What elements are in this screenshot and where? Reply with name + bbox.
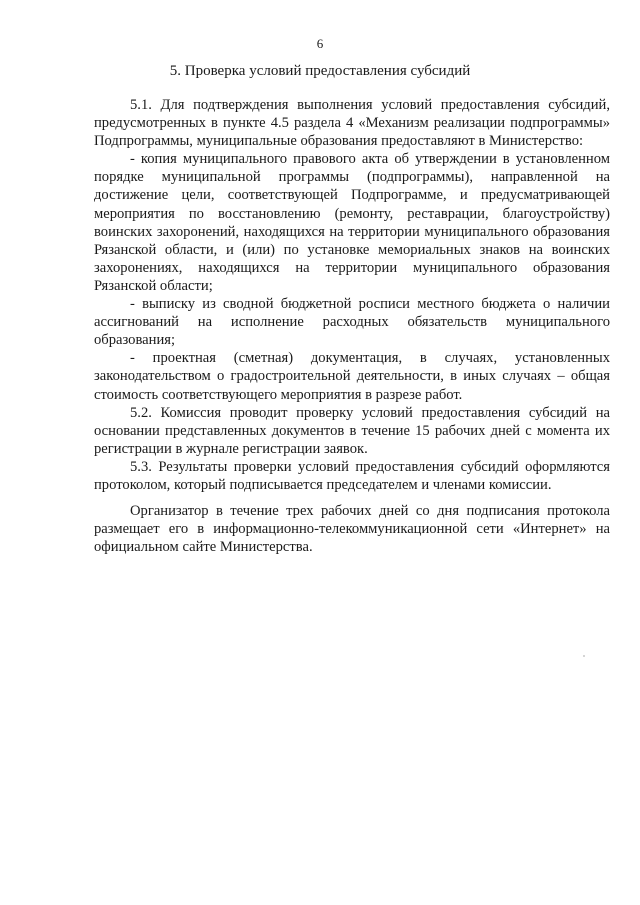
paragraph-5-1: 5.1. Для подтверждения выполнения условий предоставления субсидий, предусмотренных в пункте 4.5 раздела 4 «Механизм реализации подпрограммы» Подпрограммы, муниципальные образования предоставляют в Министерство: (94, 97, 610, 150)
list-item-budget-extract: - выписку из сводной бюджетной росписи местного бюджета о наличии ассигнований на исполнение расходных обязательств муниципального образования; (94, 296, 610, 349)
section-title: 5. Проверка условий предоставления субсидий (169, 63, 471, 79)
document-body (94, 96, 610, 556)
scan-speck (583, 655, 585, 657)
paragraph-organizer: Организатор в течение трех рабочих дней со дня подписания протокола размещает его в информационно-телекоммуникационной сети «Интернет» на официальном сайте Министерства. (94, 503, 610, 556)
list-item-municipal-act: - копия муниципального правового акта об утверждении в установленном порядке муниципальной программы (подпрограммы), направленной на достижение цели, соответствующей Подпрограмме, и предусматривающей мероприятия по восстановлению (ремонту, реставрации, благоустройству) воинских захоронений, находящихся на территории муниципального образования Рязанской области, и (или) по установке мемориальных знаков на воинских захоронениях, находящихся на территории муниципального образования Рязанской области; (94, 151, 610, 294)
page-number: 6 (316, 36, 324, 51)
paragraph-5-3: 5.3. Результаты проверки условий предоставления субсидий оформляются протоколом, который подписывается председателем и членами комиссии. (94, 458, 610, 493)
list-item-project-documentation: - проектная (сметная) документация, в случаях, установленных законодательством о градостроительной деятельности, в иных случаях – общая стоимость соответствующего мероприятия в разрезе работ. (94, 350, 610, 403)
paragraph-5-2: 5.2. Комиссия проводит проверку условий предоставления субсидий на основании представленных документов в течение 15 рабочих дней с момента их регистрации в журнале регистрации заявок. (94, 404, 610, 457)
